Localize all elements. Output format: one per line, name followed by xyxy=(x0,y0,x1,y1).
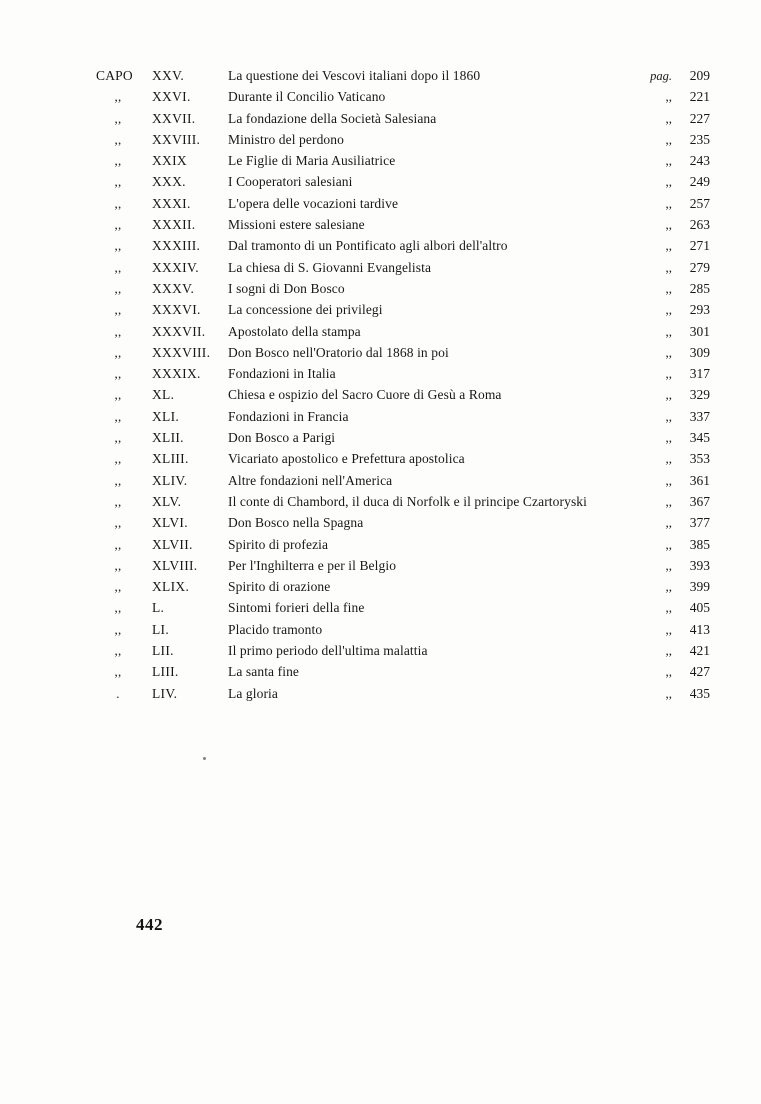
toc-entry-page-marker: pag. xyxy=(650,69,672,83)
toc-entry-numeral: XXXIV. xyxy=(152,259,199,275)
toc-entry-numeral: XLV. xyxy=(152,493,182,509)
toc-entry-title[interactable]: Altre fondazioni nell'America xyxy=(228,472,393,488)
toc-entry-capo-label: ,, xyxy=(114,643,122,659)
toc-entry-title[interactable]: Per l'Inghilterra e per il Belgio xyxy=(228,557,397,573)
toc-entry-page-number: 435 xyxy=(689,685,710,701)
toc-entry-page-marker: ,, xyxy=(665,344,672,360)
toc-entry-page-number: 263 xyxy=(689,217,710,233)
toc-entry[interactable] xyxy=(96,494,710,515)
toc-entry-title[interactable]: La questione dei Vescovi italiani dopo il 1860 xyxy=(228,68,481,83)
toc-entry-numeral: XXIX xyxy=(152,153,187,169)
toc-entry[interactable] xyxy=(96,174,710,195)
toc-entry-capo-label: ,, xyxy=(114,664,122,680)
toc-entry-title[interactable]: Placido tramonto xyxy=(228,621,323,637)
toc-entry-title[interactable]: I Cooperatori salesiani xyxy=(228,174,353,190)
toc-entry-capo-label: ,, xyxy=(114,366,122,382)
toc-entry-page-marker: ,, xyxy=(665,153,672,169)
toc-entry-page-marker: ,, xyxy=(665,259,672,275)
toc-entry-page-number: 413 xyxy=(689,621,710,637)
toc-entry[interactable] xyxy=(96,409,710,430)
toc-entry-title[interactable]: Spirito di orazione xyxy=(228,579,331,595)
toc-entry-page-number: 345 xyxy=(689,430,710,446)
toc-entry[interactable] xyxy=(96,537,710,558)
toc-entry-page-number: 271 xyxy=(689,238,710,254)
toc-entry-title[interactable]: Spirito di profezia xyxy=(228,536,329,552)
toc-entry-capo-label: ,, xyxy=(114,621,122,637)
toc-entry-numeral: XLII. xyxy=(152,430,184,446)
toc-entry-title[interactable]: La concessione dei privilegi xyxy=(228,302,383,318)
toc-entry-page-number: 405 xyxy=(689,600,710,616)
toc-entry-page-number: 337 xyxy=(689,408,710,424)
toc-entry-numeral: L. xyxy=(152,600,165,616)
toc-entry-numeral: XLVIII. xyxy=(152,557,198,573)
toc-entry-title[interactable]: L'opera delle vocazioni tardive xyxy=(228,195,399,211)
toc-entry[interactable] xyxy=(96,281,710,302)
toc-entry-page-marker: ,, xyxy=(665,408,672,424)
toc-entry-capo-label: ,, xyxy=(114,153,122,169)
toc-entry-page-number: 353 xyxy=(689,451,710,467)
toc-entry-page-marker: ,, xyxy=(665,451,672,467)
toc-entry[interactable] xyxy=(96,558,710,579)
toc-entry[interactable] xyxy=(96,111,710,132)
table-of-contents xyxy=(96,68,710,707)
toc-entry-title[interactable]: Fondazioni in Italia xyxy=(228,366,336,382)
toc-entry-numeral: XXXII. xyxy=(152,217,196,233)
toc-entry-numeral: XLIV. xyxy=(152,472,188,488)
toc-entry-page-marker: ,, xyxy=(665,323,672,339)
toc-entry-page-marker: ,, xyxy=(665,174,672,190)
toc-entry-numeral: XXXVII. xyxy=(152,323,206,339)
toc-entry-numeral: XXXIII. xyxy=(152,238,201,254)
toc-entry-page-number: 309 xyxy=(689,344,710,360)
toc-entry-page-marker: ,, xyxy=(665,600,672,616)
toc-entry[interactable] xyxy=(96,89,710,110)
toc-entry-page-number: 317 xyxy=(689,366,710,382)
toc-entry[interactable] xyxy=(96,324,710,345)
toc-entry[interactable] xyxy=(96,600,710,621)
toc-entry-title[interactable]: La chiesa di S. Giovanni Evangelista xyxy=(228,259,432,275)
toc-entry[interactable] xyxy=(96,132,710,153)
toc-entry-numeral: LII. xyxy=(152,643,174,659)
toc-entry-numeral: XLI. xyxy=(152,408,180,424)
toc-entry-page-marker: ,, xyxy=(665,280,672,296)
toc-entry-title[interactable]: Missioni estere salesiane xyxy=(228,217,365,233)
toc-entry[interactable] xyxy=(96,153,710,174)
toc-entry-numeral: LIII. xyxy=(152,664,179,680)
toc-entry-page-number: 235 xyxy=(689,131,710,147)
page-folio-number: 442 xyxy=(136,915,163,934)
toc-entry-numeral: XXVI. xyxy=(152,89,191,105)
toc-entry-capo-label: ,, xyxy=(114,536,122,552)
toc-entry-numeral: LI. xyxy=(152,621,170,637)
toc-entry[interactable] xyxy=(96,686,710,707)
toc-entry-numeral: XLIX. xyxy=(152,579,190,595)
toc-entry-page-number: 377 xyxy=(689,515,710,531)
toc-entry[interactable] xyxy=(96,430,710,451)
toc-entry-numeral: XXV. xyxy=(152,68,185,83)
toc-entry-page-marker: ,, xyxy=(665,366,672,382)
toc-entry-page-number: 399 xyxy=(689,579,710,595)
toc-entry-page-marker: ,, xyxy=(665,195,672,211)
toc-entry-title[interactable]: Apostolato della stampa xyxy=(228,323,361,339)
toc-entry-title[interactable]: Le Figlie di Maria Ausiliatrice xyxy=(228,153,396,169)
toc-entry-numeral: XL. xyxy=(152,387,175,403)
toc-entry-capo-label: ,, xyxy=(114,579,122,595)
toc-entry-title[interactable]: Chiesa e ospizio del Sacro Cuore di Gesù a Roma xyxy=(228,387,502,403)
toc-entry-numeral: XXXVI. xyxy=(152,302,201,318)
toc-entry-page-number: 257 xyxy=(689,195,710,211)
toc-entry-page-number: 221 xyxy=(689,89,710,105)
toc-entry-title[interactable]: Durante il Concilio Vaticano xyxy=(228,89,386,105)
toc-entry-capo-label: ,, xyxy=(114,89,122,105)
toc-entry-capo-label: ,, xyxy=(114,238,122,254)
toc-entry-page-marker: ,, xyxy=(665,579,672,595)
toc-entry[interactable] xyxy=(96,196,710,217)
toc-entry[interactable] xyxy=(96,473,710,494)
toc-entry[interactable] xyxy=(96,238,710,259)
toc-entry-page-marker: ,, xyxy=(665,430,672,446)
toc-entry-numeral: XLIII. xyxy=(152,451,189,467)
toc-entry-page-number: 279 xyxy=(689,259,710,275)
toc-entry-numeral: XXXV. xyxy=(152,280,195,296)
toc-entry[interactable] xyxy=(96,217,710,238)
toc-entry-capo-label: ,, xyxy=(114,280,122,296)
toc-entry-page-number: 293 xyxy=(689,302,710,318)
toc-entry-page-number: 329 xyxy=(689,387,710,403)
toc-entry-capo-label: ,, xyxy=(114,408,122,424)
toc-entry[interactable] xyxy=(96,345,710,366)
toc-entry[interactable] xyxy=(96,68,710,89)
toc-entry-numeral: XLVII. xyxy=(152,536,193,552)
toc-entry-page-marker: ,, xyxy=(665,89,672,105)
toc-entry-page-number: 285 xyxy=(689,280,710,296)
toc-entry-numeral: XXVII. xyxy=(152,110,196,126)
toc-entry-title[interactable]: Don Bosco a Parigi xyxy=(228,430,336,446)
toc-entry-capo-label: ,, xyxy=(114,259,122,275)
toc-entry-page-marker: ,, xyxy=(665,557,672,573)
toc-entry-page-number: 427 xyxy=(689,664,710,680)
toc-entry-title[interactable]: Ministro del perdono xyxy=(228,131,344,147)
toc-entry-page-marker: ,, xyxy=(665,302,672,318)
toc-entry-page-number: 209 xyxy=(689,68,710,83)
toc-entry-page-number: 367 xyxy=(689,493,710,509)
toc-entry[interactable] xyxy=(96,260,710,281)
toc-entry-title[interactable]: La gloria xyxy=(228,685,279,701)
toc-entry-page-number: 249 xyxy=(689,174,710,190)
toc-entry-page-number: 301 xyxy=(689,323,710,339)
toc-entry[interactable] xyxy=(96,302,710,323)
toc-entry-title[interactable]: I sogni di Don Bosco xyxy=(228,280,345,296)
toc-entry-capo-label: ,, xyxy=(114,557,122,573)
toc-entry-page-marker: ,, xyxy=(665,621,672,637)
toc-entry[interactable] xyxy=(96,664,710,685)
toc-entry-numeral: XXXI. xyxy=(152,195,191,211)
toc-entry-title[interactable]: Vicariato apostolico e Prefettura apostolica xyxy=(228,451,465,467)
toc-entry-capo-label: ,, xyxy=(114,472,122,488)
toc-entry-page-number: 421 xyxy=(689,643,710,659)
toc-entry-title[interactable]: Sintomi forieri della fine xyxy=(228,600,365,616)
toc-entry-page-number: 393 xyxy=(689,557,710,573)
toc-entry-capo-label: ,, xyxy=(114,387,122,403)
toc-entry-capo-label: ,, xyxy=(114,217,122,233)
toc-entry[interactable] xyxy=(96,515,710,536)
toc-entry-capo-label: ,, xyxy=(114,515,122,531)
toc-entry-page-marker: ,, xyxy=(665,515,672,531)
toc-entry-page-marker: ,, xyxy=(665,536,672,552)
toc-entry-capo-label: ,, xyxy=(114,174,122,190)
toc-entry[interactable] xyxy=(96,366,710,387)
toc-entry-page-marker: ,, xyxy=(665,387,672,403)
toc-entry[interactable] xyxy=(96,643,710,664)
toc-entry-title[interactable]: Don Bosco nella Spagna xyxy=(228,515,364,531)
toc-entry-page-marker: ,, xyxy=(665,685,672,701)
toc-entry-page-number: 361 xyxy=(689,472,710,488)
toc-entry[interactable] xyxy=(96,579,710,600)
toc-entry-page-marker: ,, xyxy=(665,493,672,509)
toc-entry-page-number: 227 xyxy=(689,110,710,126)
toc-entry-numeral: XXXIX. xyxy=(152,366,201,382)
toc-entry-capo-label: ,, xyxy=(114,323,122,339)
toc-entry-page-marker: ,, xyxy=(665,217,672,233)
toc-entry-title[interactable]: Dal tramonto di un Pontificato agli albori dell'altro xyxy=(228,238,508,254)
toc-entry-page-number: 385 xyxy=(689,536,710,552)
toc-entry-page-marker: ,, xyxy=(665,131,672,147)
toc-entry-capo-label: ,, xyxy=(114,195,122,211)
page-speck xyxy=(203,757,206,760)
toc-entry-numeral: XXX. xyxy=(152,174,186,190)
toc-entry-capo-label: ,, xyxy=(114,493,122,509)
toc-entry-page-marker: ,, xyxy=(665,643,672,659)
toc-entry-page-marker: ,, xyxy=(665,238,672,254)
toc-entry-title[interactable]: Fondazioni in Francia xyxy=(228,408,349,424)
toc-entry-title[interactable]: La fondazione della Società Salesiana xyxy=(228,110,437,126)
toc-entry-capo-label: . xyxy=(116,685,120,701)
toc-entry-page-number: 243 xyxy=(689,153,710,169)
toc-entry[interactable] xyxy=(96,387,710,408)
toc-entry-capo-label: ,, xyxy=(114,451,122,467)
toc-entry-capo-label: ,, xyxy=(114,131,122,147)
toc-entry-page-marker: ,, xyxy=(665,664,672,680)
toc-entry[interactable] xyxy=(96,451,710,472)
toc-entry-title[interactable]: La santa fine xyxy=(228,664,300,680)
toc-entry-capo-label: ,, xyxy=(114,302,122,318)
toc-entry-numeral: XXVIII. xyxy=(152,131,201,147)
toc-entry-capo-label: ,, xyxy=(114,344,122,360)
toc-entry-numeral: LIV. xyxy=(152,685,178,701)
toc-entry[interactable] xyxy=(96,622,710,643)
toc-entry-numeral: XLVI. xyxy=(152,515,188,531)
toc-entry-title[interactable]: Don Bosco nell'Oratorio dal 1868 in poi xyxy=(228,344,449,360)
toc-entry-page-marker: ,, xyxy=(665,472,672,488)
toc-entry-numeral: XXXVIII. xyxy=(152,344,211,360)
toc-entry-capo-label: ,, xyxy=(114,430,122,446)
toc-entry-title[interactable]: Il primo periodo dell'ultima malattia xyxy=(228,643,428,659)
toc-entry-title[interactable]: Il conte di Chambord, il duca di Norfolk e il principe Czartoryski xyxy=(228,493,588,509)
toc-entry-capo-label: ,, xyxy=(114,600,122,616)
toc-entry-capo-label: ,, xyxy=(114,110,122,126)
toc-entry-page-marker: ,, xyxy=(665,110,672,126)
toc-entry-capo-label: CAPO xyxy=(96,68,133,83)
